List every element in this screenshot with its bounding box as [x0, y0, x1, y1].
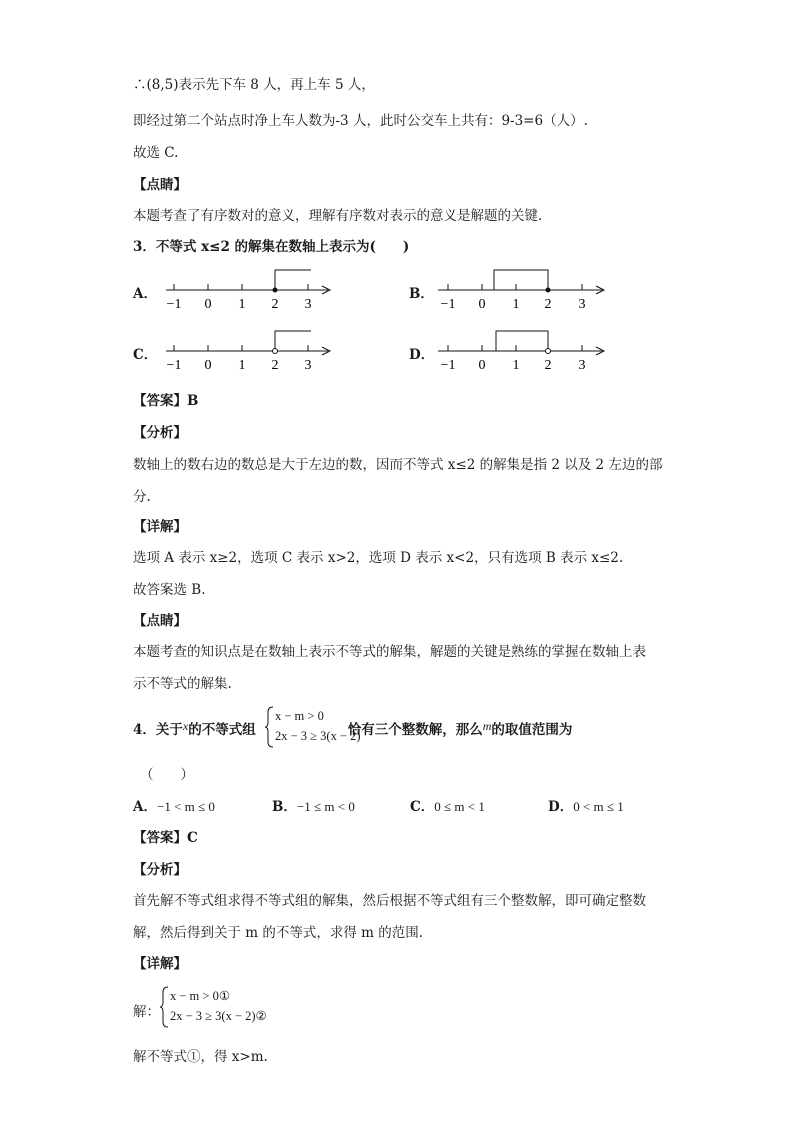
option-label-a: A． [133, 286, 157, 302]
number-line-a [158, 262, 338, 312]
system-row-2: 2x − 3 ≥ 3(x − 2) [275, 729, 361, 743]
section-heading: 【点睛】 [133, 613, 187, 629]
text-line: 选项 A 表示 x≥2，选项 C 表示 x>2，选项 D 表示 x<2，只有选项 B 表示 x≤2. [133, 550, 624, 566]
brace-icon [160, 986, 170, 1028]
option-label-d: D． [409, 347, 435, 363]
solution-row-1: x − m > 0① [170, 989, 231, 1003]
text-line: 示不等式的解集. [133, 676, 232, 692]
q4-option-c: C．0 ≤ m < 1 [410, 799, 485, 815]
solution-row-2: 2x − 3 ≥ 3(x − 2)② [170, 1009, 267, 1023]
q4-option-d: D．0 < m ≤ 1 [548, 799, 624, 815]
tick-label: 2 [271, 358, 279, 373]
tick-label: 3 [304, 297, 312, 312]
text-line: 故答案选 B. [133, 582, 206, 598]
tick-label: −1 [440, 297, 456, 312]
section-heading: 【分析】 [133, 862, 187, 878]
answer-parentheses: （ ） [140, 767, 194, 783]
number-line-c [158, 323, 338, 373]
number-line-b [430, 262, 610, 312]
text-line: 即经过第二个站点时净上车人数为-3 人，此时公交车上共有：9-3=6（人）. [133, 113, 588, 129]
text-line: 解不等式①，得 x>m. [133, 1049, 268, 1065]
tick-label: −1 [166, 358, 182, 373]
tick-label: 2 [544, 297, 552, 312]
tick-label: 0 [478, 297, 486, 312]
section-heading: 【详解】 [133, 519, 187, 535]
text-line: 本题考查了有序数对的意义，理解有序数对表示的意义是解题的关键. [133, 208, 543, 224]
number-line-d [430, 323, 610, 373]
tick-label: 2 [544, 358, 552, 373]
tick-label: 0 [204, 297, 212, 312]
solution-label: 解： [133, 1004, 160, 1020]
tick-label: 3 [304, 358, 312, 373]
section-heading: 【分析】 [133, 425, 187, 441]
tick-label: 1 [238, 297, 246, 312]
text-line: 本题考查的知识点是在数轴上表示不等式的解集，解题的关键是熟练的掌握在数轴上表 [133, 644, 646, 660]
tick-label: 1 [512, 358, 520, 373]
q4-option-b: B．−1 ≤ m < 0 [272, 799, 355, 815]
text-line: 故选 C. [133, 145, 179, 161]
option-label-c: C． [133, 347, 158, 363]
solution-system [160, 986, 290, 1028]
tick-label: −1 [440, 358, 456, 373]
question-3-title: 3．不等式 x≤2 的解集在数轴上表示为( ) [133, 239, 410, 255]
answer-heading: 【答案】C [133, 830, 198, 846]
section-heading: 【点睛】 [133, 177, 187, 193]
option-label-b: B． [409, 286, 434, 302]
tick-label: 3 [578, 297, 586, 312]
inequality-system [265, 706, 365, 746]
section-heading: 【详解】 [133, 956, 187, 972]
answer-heading: 【答案】B [133, 393, 199, 409]
text-line: ∴(8,5)表示先下车 8 人，再上车 5 人， [133, 77, 375, 93]
text-line: 数轴上的数右边的数总是大于左边的数，因而不等式 x≤2 的解集是指 2 以及 2 左边的部 [133, 457, 663, 473]
tick-label: 0 [478, 358, 486, 373]
text-line: 分. [133, 489, 151, 505]
brace-icon [265, 706, 275, 748]
tick-label: 3 [578, 358, 586, 373]
tick-label: 1 [512, 297, 520, 312]
text-line: 首先解不等式组求得不等式组的解集，然后根据不等式组有三个整数解，即可确定整数 [133, 893, 646, 909]
question-4-title: 4．关于x的不等式组 恰有三个整数解，那么m的取值范围为 [133, 719, 573, 738]
tick-label: 2 [271, 297, 279, 312]
system-row-1: x − m > 0 [275, 709, 324, 723]
q4-option-a: A．−1 < m ≤ 0 [133, 799, 215, 815]
tick-label: −1 [166, 297, 182, 312]
text-line: 解，然后得到关于 m 的不等式，求得 m 的范围. [133, 925, 424, 941]
tick-label: 0 [204, 358, 212, 373]
tick-label: 1 [238, 358, 246, 373]
